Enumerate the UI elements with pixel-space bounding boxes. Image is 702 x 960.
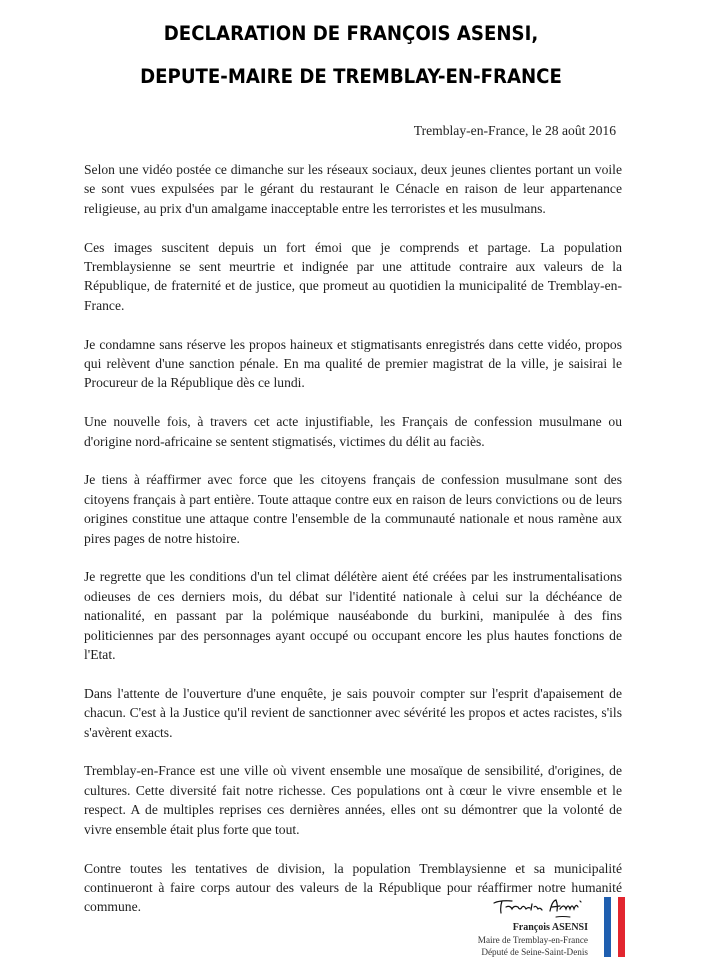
paragraph: Ces images suscitent depuis un fort émoi que je comprends et partage. La population Tremblaysienne se sent meurtrie et indignée par une attitude contraire aux valeurs de la République, de fraternité et de justice, que promeut au quotidien la municipalité de Tremblay-en-France. xyxy=(84,239,622,313)
paragraph: Dans l'attente de l'ouverture d'une enquête, je sais pouvoir compter sur l'esprit d'apaisement de chacun. C'est à la Justice qu'il revient de sanctionner avec sévérité les propos et actes racistes, s'ils s'avèrent exacts. xyxy=(84,685,622,740)
dateline: Tremblay-en-France, le 28 août 2016 xyxy=(413,123,616,138)
flag-red-stripe xyxy=(618,897,625,957)
paragraph: Tremblay-en-France est une ville où vivent ensemble une mosaïque de sensibilité, d'origines, de cultures. Cette diversité fait notre richesse. Ces populations ont à cœur le vivre ensemble et le respect. A de multiples reprises ces dernières années, elles ont su démontrer que la volonté de vivre ensemble était plus forte que tout. xyxy=(84,763,622,837)
title-line-2: DEPUTE-MAIRE DE TREMBLAY-EN-FRANCE xyxy=(140,65,562,88)
signature-block xyxy=(478,893,608,959)
signatory-name: François ASENSI xyxy=(512,922,588,933)
paragraph: Selon une vidéo postée ce dimanche sur les réseaux sociaux, deux jeunes clientes portant un voile se sont vues expulsées par le gérant du restaurant le Cénacle en raison de leur appartenance religieuse, au prix d'un amalgame inacceptable entre les terroristes et les musulmans. xyxy=(84,162,622,216)
paragraph: Je condamne sans réserve les propos haineux et stigmatisants enregistrés dans cette vidéo, propos qui relèvent d'une sanction pénale. En ma qualité de premier magistrat de la ville, je saisirai le Procureur de la République dès ce lundi. xyxy=(84,336,622,391)
title-line-1: DECLARATION DE FRANÇOIS ASENSI, xyxy=(163,22,539,45)
paragraph: Une nouvelle fois, à travers cet acte injustifiable, les Français de confession musulmane ou d'origine nord-africaine se sentent stigmatisés, victimes du délit au faciès. xyxy=(84,414,622,449)
french-flag-icon xyxy=(604,897,632,957)
signatory-role-deputy: Député de Seine-Saint-Denis xyxy=(481,947,588,957)
signatory-role-mayor: Maire de Tremblay-en-France xyxy=(477,935,588,945)
paragraph: Je regrette que les conditions d'un tel climat délétère aient été créées par les instrumentalisations odieuses de ces derniers mois, du débat sur l'identité nationale à celui sur la déchéance de nationalité, en passant par la polémique nauséabonde du burkini, manipulée à des fins politiciennes par des personnages ayant occupé ou occupant encore les plus hautes fonctions de l'Etat. xyxy=(84,569,622,663)
declaration-body xyxy=(84,160,622,936)
flag-blue-stripe xyxy=(604,897,611,957)
paragraph: Contre toutes les tentatives de division, la population Tremblaysienne et sa municipalité continueront à faire corps autour des valeurs de la République pour réaffirmer notre humanité commune. xyxy=(84,860,622,915)
paragraph: Je tiens à réaffirmer avec force que les citoyens français de confession musulmane sont des citoyens français à part entière. Toute attaque contre eux en raison de leurs convictions ou de leurs origines constitue une attaque contre l'ensemble de la communauté nationale et nous ramène aux pires pages de notre histoire. xyxy=(84,472,622,546)
handwritten-signature-icon xyxy=(490,895,590,921)
